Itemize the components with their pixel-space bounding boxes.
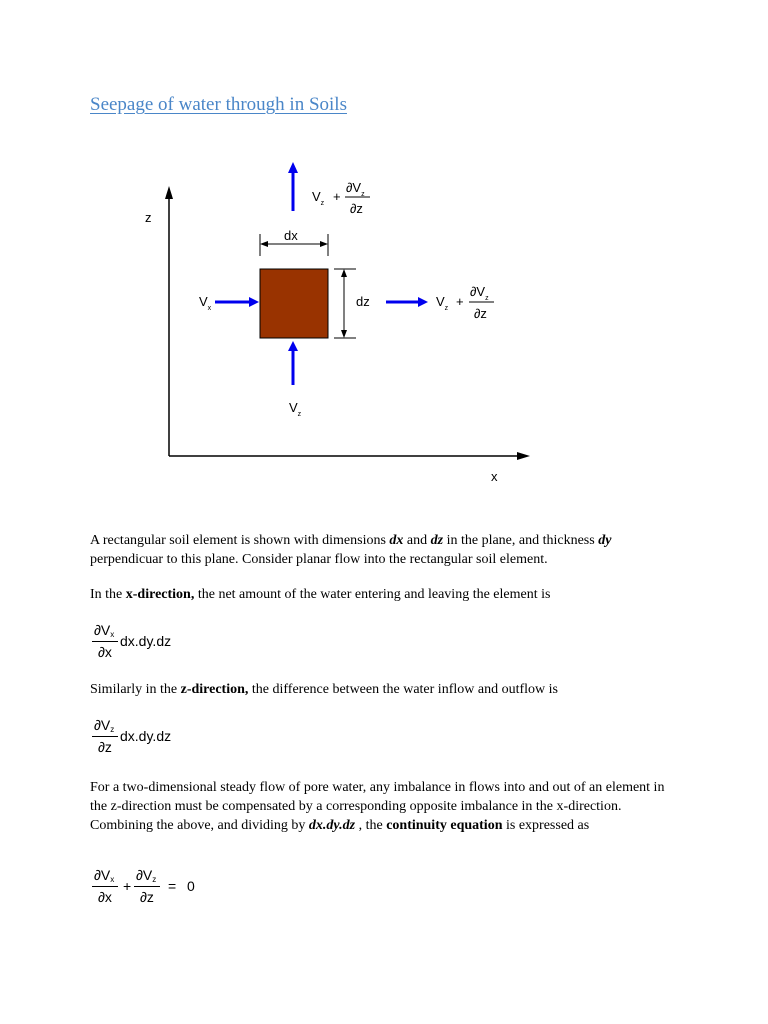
equation-x-direction: $\partial V_x$ ∂x dx.dy.dz — [94, 622, 172, 660]
equation-z-direction: $\partial V_z$ ∂z dx.dy.dz — [94, 717, 172, 755]
page-title[interactable]: Seepage of water through in Soils — [90, 94, 347, 115]
top-outflow-expression — [312, 180, 370, 216]
dx-label: dx — [284, 228, 298, 243]
svg-text:Vz: $V_z$ — [436, 294, 449, 312]
x-axis-arrowhead — [517, 452, 530, 460]
svg-text:∂Vz: $\partial V_z$ — [470, 284, 489, 302]
paragraph-z-direction: Similarly in the z-direction, the difference between the water inflow and outflow is — [90, 682, 558, 697]
svg-text:+: + — [456, 294, 464, 309]
left-velocity-label: $V_x$ — [199, 294, 212, 312]
z-axis-label: z — [145, 210, 152, 225]
right-outflow-expression — [436, 284, 494, 321]
bottom-velocity-label: $V_z$ — [289, 400, 302, 418]
svg-text:+: + — [333, 189, 341, 204]
continuity-equation: $\partial V_x$ ∂x + $\partial V_z$ ∂z = 0 — [94, 867, 195, 905]
paragraph-intro: A rectangular soil element is shown with dimensions dx and dz in the plane, and thickness dy perpendicuar to this plane. Consider planar flow into the rectangular soil element. — [90, 533, 612, 567]
svg-text:∂z: ∂z — [350, 201, 363, 216]
seepage-diagram — [0, 0, 768, 500]
dz-label: dz — [356, 294, 370, 309]
svg-text:∂z: ∂z — [474, 306, 487, 321]
z-axis-arrowhead — [165, 186, 173, 199]
paragraph-x-direction: In the x-direction, the net amount of the water entering and leaving the element is — [90, 587, 551, 602]
svg-text:∂Vz: $\partial V_z$ — [346, 180, 365, 198]
x-axis-label: x — [491, 469, 498, 484]
svg-text:Vz: $V_z$ — [312, 189, 325, 207]
soil-element — [260, 269, 328, 338]
paragraph-continuity: For a two-dimensional steady flow of pore water, any imbalance in flows into and out of an element in the z-direction must be compensated by a corresponding opposite imbalance in the x-direction. Combining the above, and dividing by dx.dy.dz , the continuity equation is expressed as — [90, 780, 665, 833]
